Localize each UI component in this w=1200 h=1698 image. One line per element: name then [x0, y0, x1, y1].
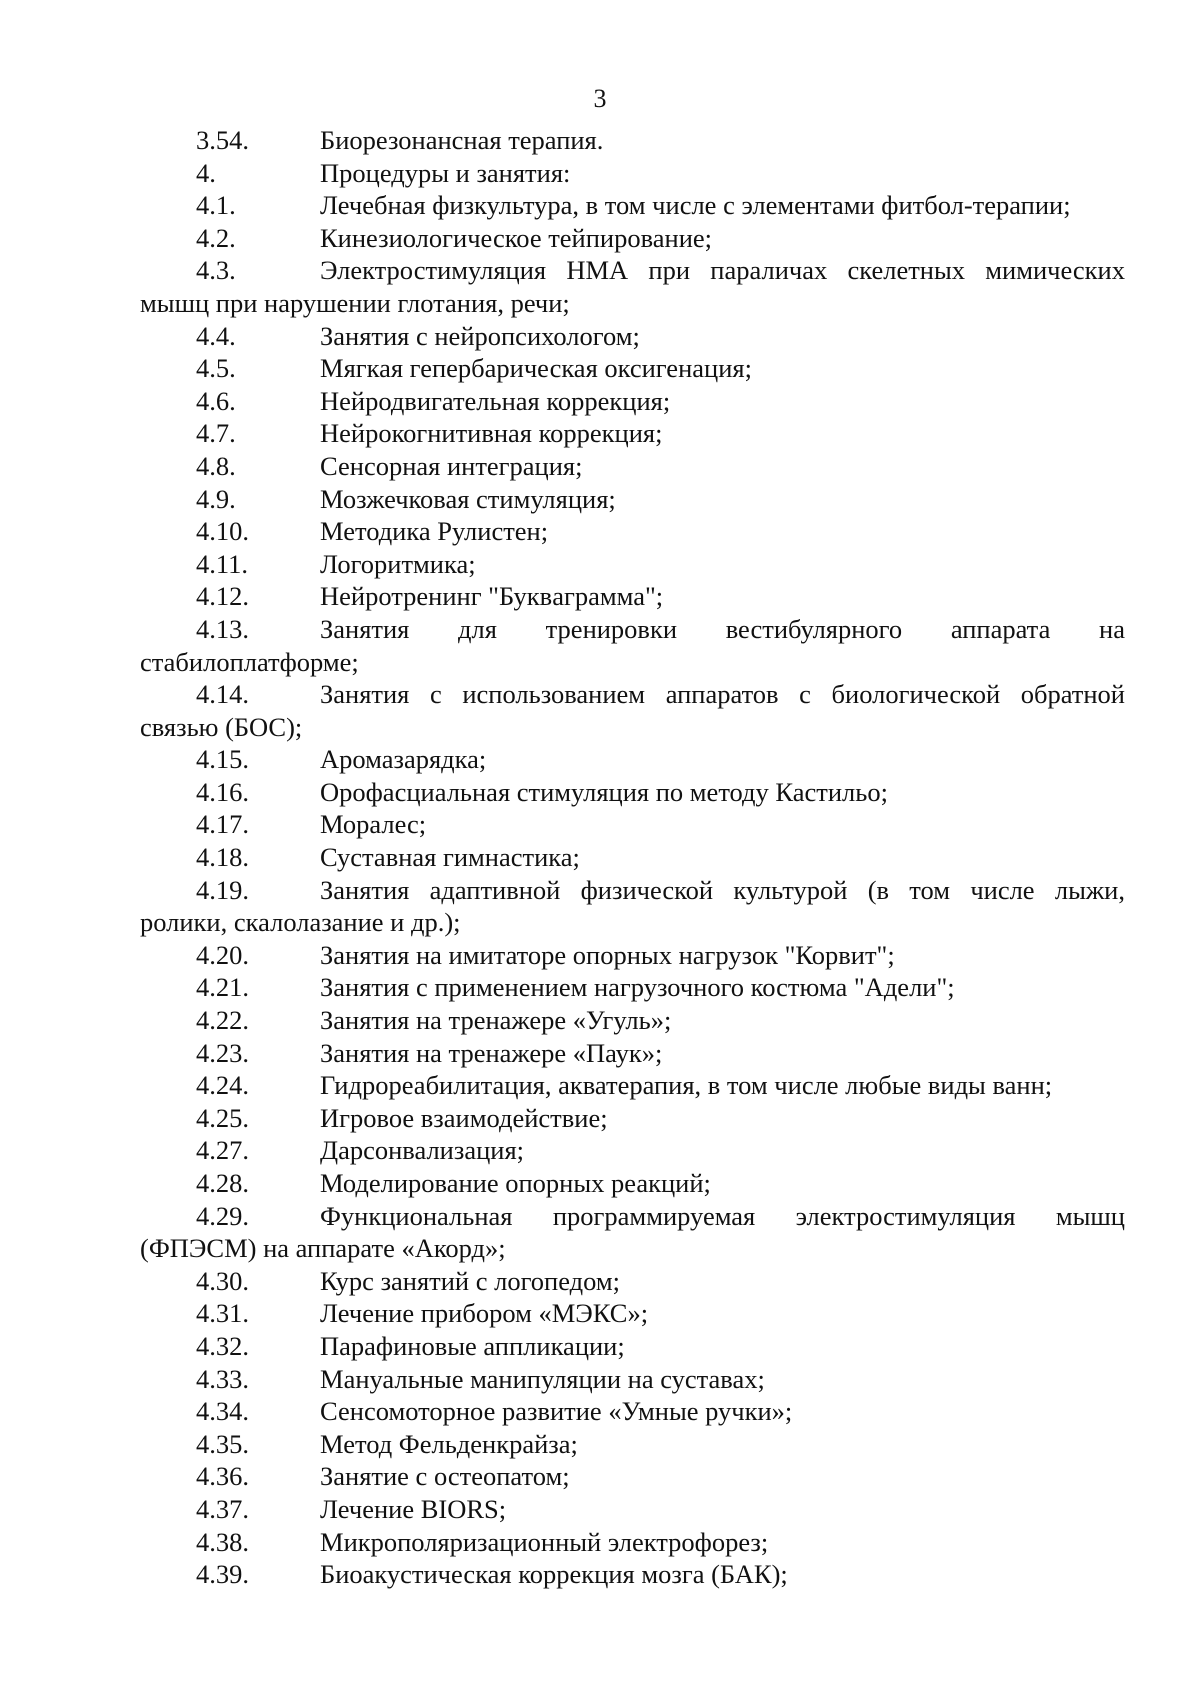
- item-number: 3.54.: [196, 125, 249, 155]
- item-text: Процедуры и занятия:: [320, 157, 571, 188]
- list-item: [140, 450, 1125, 483]
- list-item-first-line: [140, 157, 1125, 190]
- list-item: [140, 352, 1125, 385]
- list-item: [140, 678, 1125, 743]
- item-text: Методика Рулистен;: [320, 516, 549, 547]
- item-text: Сенсомоторное развитие «Умные ручки»;: [320, 1396, 793, 1427]
- item-text: Занятия на тренажере «Паук»;: [320, 1037, 663, 1068]
- item-number: 4.17.: [196, 809, 249, 840]
- item-number: 4.2.: [196, 222, 236, 253]
- list-item: [140, 1330, 1125, 1363]
- list-item: [140, 808, 1125, 841]
- list-item: [140, 1167, 1125, 1200]
- list-item-first-line: [140, 1558, 1125, 1591]
- list-item-first-line: [140, 1395, 1125, 1428]
- list-item: [140, 1265, 1125, 1298]
- procedure-list: [140, 124, 1125, 1591]
- item-text: Лечебная физкультура, в том числе с элементами фитбол-терапии;: [320, 190, 1071, 221]
- item-number: 4.20.: [196, 939, 249, 970]
- item-text: Микрополяризационный электрофорез;: [320, 1526, 769, 1557]
- item-number: 4.22.: [196, 1005, 249, 1036]
- page-number: 3: [593, 84, 607, 113]
- list-item-first-line: [140, 841, 1125, 874]
- item-text: Игровое взаимодействие;: [320, 1102, 608, 1133]
- item-number: 4.: [196, 157, 216, 188]
- item-number: 4.34.: [196, 1396, 249, 1427]
- item-number: 4.28.: [196, 1168, 249, 1198]
- item-text-continuation: стабилоплатформе;: [140, 646, 359, 677]
- item-number: 4.1.: [196, 190, 236, 221]
- list-item: [140, 157, 1125, 190]
- item-number: 4.13.: [196, 613, 249, 644]
- item-number: 4.16.: [196, 776, 249, 807]
- list-item-first-line: [140, 450, 1125, 483]
- list-item-first-line: [140, 1460, 1125, 1493]
- list-item: [140, 1004, 1125, 1037]
- list-item-first-line: [140, 1526, 1125, 1559]
- list-item-first-line: [140, 222, 1125, 255]
- item-number: 4.27.: [196, 1135, 249, 1166]
- item-number: 4.33.: [196, 1363, 249, 1394]
- list-item-first-line: [140, 1493, 1125, 1526]
- list-item-first-line: [140, 1167, 1125, 1200]
- list-item: [140, 776, 1125, 809]
- item-text: Функциональная программируемая электростимуляция мышц: [320, 1200, 1125, 1231]
- item-text: Курс занятий с логопедом;: [320, 1265, 621, 1296]
- list-item-first-line: [140, 385, 1125, 418]
- list-item-first-line: [140, 1069, 1125, 1102]
- item-number: 4.21.: [196, 972, 249, 1003]
- list-item-first-line: [140, 1004, 1125, 1037]
- list-item: [140, 483, 1125, 516]
- list-item: [140, 1363, 1125, 1396]
- item-number: 4.37.: [196, 1493, 249, 1524]
- item-number: 4.8.: [196, 450, 236, 481]
- item-number: 4.23.: [196, 1037, 249, 1068]
- item-text: Сенсорная интеграция;: [320, 450, 583, 481]
- list-item-first-line: [140, 1102, 1125, 1135]
- item-number: 4.9.: [196, 483, 236, 514]
- list-item: [140, 841, 1125, 874]
- item-text: Дарсонвализация;: [320, 1135, 524, 1166]
- list-item: [140, 1493, 1125, 1526]
- item-number: 4.25.: [196, 1102, 249, 1133]
- list-item: [140, 254, 1125, 319]
- item-text: Мозжечковая стимуляция;: [320, 483, 616, 514]
- list-item-first-line: [140, 1200, 1125, 1233]
- list-item-first-line: [140, 1134, 1125, 1167]
- list-item-first-line: [140, 580, 1125, 613]
- item-number: 4.29.: [196, 1200, 249, 1231]
- item-text: Метод Фельденкрайза;: [320, 1428, 578, 1459]
- item-text: Моделирование опорных реакций;: [320, 1168, 711, 1198]
- item-number: 4.10.: [196, 516, 249, 547]
- item-text: Нейротренинг "Буквaграмма";: [320, 581, 664, 612]
- item-number: 4.11.: [196, 548, 249, 579]
- item-text: Занятия на тренажере «Угуль»;: [320, 1005, 672, 1036]
- item-number: 4.4.: [196, 320, 236, 351]
- list-item-first-line: [140, 1330, 1125, 1363]
- item-number: 4.24.: [196, 1070, 249, 1101]
- item-text: Занятие с остеопатом;: [320, 1461, 570, 1492]
- item-text: Гидрореабилитация, акватерапия, в том числе любые виды ванн;: [320, 1070, 1053, 1101]
- item-text: Биорезонансная терапия.: [320, 125, 604, 155]
- list-item: [140, 222, 1125, 255]
- item-text: Кинезиологическое тейпирование;: [320, 222, 713, 253]
- item-number: 4.35.: [196, 1428, 249, 1459]
- list-item: [140, 1102, 1125, 1135]
- list-item-first-line: [140, 124, 1125, 157]
- list-item: [140, 1526, 1125, 1559]
- list-item-first-line: [140, 971, 1125, 1004]
- list-item-first-line: [140, 776, 1125, 809]
- item-number: 4.32.: [196, 1330, 249, 1361]
- item-number: 4.38.: [196, 1526, 249, 1557]
- list-item: [140, 1297, 1125, 1330]
- item-number: 4.19.: [196, 874, 249, 905]
- item-text: Нейродвигательная коррекция;: [320, 385, 671, 416]
- list-item-first-line: [140, 613, 1125, 646]
- item-number: 4.39.: [196, 1559, 249, 1590]
- item-text: Занятия для тренировки вестибулярного аппарата на: [320, 613, 1125, 644]
- list-item: [140, 548, 1125, 581]
- list-item: [140, 515, 1125, 548]
- list-item-first-line: [140, 678, 1125, 711]
- item-number: 4.3.: [196, 255, 236, 286]
- item-text: Мануальные манипуляции на суставах;: [320, 1363, 765, 1394]
- item-text: Лечение BIORS;: [320, 1493, 507, 1524]
- item-text: Занятия с использованием аппаратов с биологической обратной: [320, 679, 1125, 710]
- list-item: [140, 743, 1125, 776]
- list-item-first-line: [140, 483, 1125, 516]
- item-text-continuation: связью (БОС);: [140, 711, 303, 742]
- item-text-continuation: ролики, скалолазание и др.);: [140, 907, 461, 938]
- list-item-first-line: [140, 1297, 1125, 1330]
- list-item-first-line: [140, 1037, 1125, 1070]
- item-text: Занятия адаптивной физической культурой (в том числе лыжи,: [320, 874, 1125, 905]
- list-item: [140, 1428, 1125, 1461]
- list-item: [140, 1037, 1125, 1070]
- list-item: [140, 613, 1125, 678]
- list-item-first-line: [140, 808, 1125, 841]
- item-text: Занятия на имитаторе опорных нагрузок "Корвит";: [320, 939, 895, 970]
- item-number: 4.12.: [196, 581, 249, 612]
- item-number: 4.14.: [196, 679, 249, 710]
- item-text: Занятия с применением нагрузочного костюма "Адели";: [320, 972, 955, 1003]
- item-number: 4.18.: [196, 842, 249, 873]
- list-item-first-line: [140, 939, 1125, 972]
- item-number: 4.7.: [196, 418, 236, 449]
- item-number: 4.30.: [196, 1265, 249, 1296]
- item-text: Электростимуляция НМА при параличах скелетных мимических: [320, 255, 1125, 286]
- list-item-first-line: [140, 352, 1125, 385]
- item-text: Орофасциальная стимуляция по методу Кастильо;: [320, 776, 888, 807]
- item-text: Парафиновые аппликации;: [320, 1330, 625, 1361]
- item-text: Биоакустическая коррекция мозга (БАК);: [320, 1559, 788, 1590]
- list-item-first-line: [140, 515, 1125, 548]
- list-item: [140, 580, 1125, 613]
- item-text: Суставная гимнастика;: [320, 842, 580, 873]
- item-number: 4.36.: [196, 1461, 249, 1492]
- list-item-first-line: [140, 1428, 1125, 1461]
- list-item-first-line: [140, 874, 1125, 907]
- list-item: [140, 1200, 1125, 1265]
- list-item: [140, 385, 1125, 418]
- list-item-first-line: [140, 254, 1125, 287]
- item-text: Занятия с нейропсихологом;: [320, 320, 640, 351]
- list-item: [140, 1069, 1125, 1102]
- item-text: Моралес;: [320, 809, 427, 840]
- list-item: [140, 1134, 1125, 1167]
- list-item-first-line: [140, 320, 1125, 353]
- item-text: Логоритмика;: [320, 548, 476, 579]
- item-text-continuation: (ФПЭСМ) на аппарате «Акорд»;: [140, 1233, 506, 1264]
- list-item: [140, 124, 1125, 157]
- list-item-first-line: [140, 548, 1125, 581]
- item-number: 4.15.: [196, 744, 249, 775]
- list-item-first-line: [140, 189, 1125, 222]
- item-number: 4.6.: [196, 385, 236, 416]
- list-item-first-line: [140, 1363, 1125, 1396]
- list-item: [140, 1460, 1125, 1493]
- item-text-continuation: мышц при нарушении глотания, речи;: [140, 287, 570, 318]
- item-text: Мягкая гепербарическая оксигенация;: [320, 353, 752, 384]
- item-text: Аромазарядка;: [320, 744, 487, 775]
- list-item-first-line: [140, 417, 1125, 450]
- list-item-first-line: [140, 743, 1125, 776]
- item-number: 4.5.: [196, 353, 236, 384]
- list-item: [140, 1558, 1125, 1591]
- list-item: [140, 320, 1125, 353]
- list-item: [140, 189, 1125, 222]
- list-item: [140, 874, 1125, 939]
- list-item: [140, 971, 1125, 1004]
- list-item: [140, 417, 1125, 450]
- item-text: Лечение прибором «МЭКС»;: [320, 1298, 649, 1329]
- list-item: [140, 1395, 1125, 1428]
- list-item-first-line: [140, 1265, 1125, 1298]
- item-number: 4.31.: [196, 1298, 249, 1329]
- list-item: [140, 939, 1125, 972]
- item-text: Нейрокогнитивная коррекция;: [320, 418, 663, 449]
